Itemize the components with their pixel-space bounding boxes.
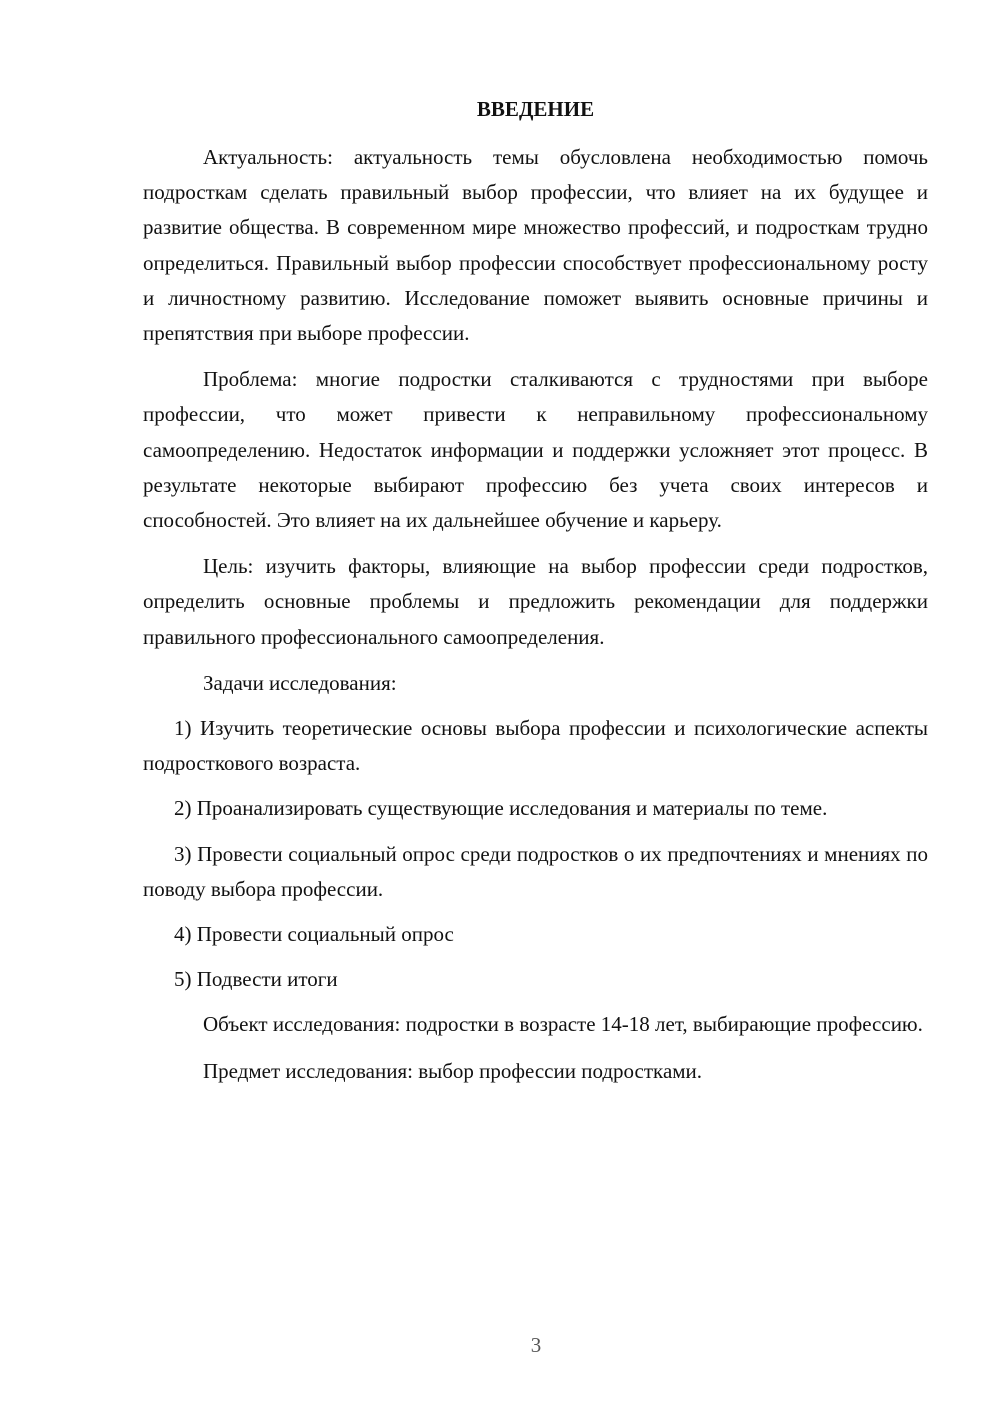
paragraph-relevance: Актуальность: актуальность темы обусловлена необходимостью помочь подросткам сделать правильный выбор профессии, что влияет на их будущее и развитие общества. В современном мире множество профессий, и подросткам трудно определиться. Правильный выбор профессии способствует профессиональному росту и личностному развитию. Исследование поможет выявить основные причины и препятствия при выборе профессии. <box>143 145 928 346</box>
paragraph-subject: Предмет исследования: выбор профессии подростками. <box>203 1058 703 1083</box>
paragraph-problem: Проблема: многие подростки сталкиваются с трудностями при выборе профессии, что может привести к неправильному профессиональному самоопределению. Недостаток информации и поддержки усложняет этот процесс. В результате некоторые выбирают профессию без учета своих интересов и способностей. Это влияет на их дальнейшее обучение и карьеру. <box>143 367 928 533</box>
task-item-2: 2) Проанализировать существующие исследования и материалы по теме. <box>174 796 828 821</box>
page-number: 3 <box>530 1333 542 1357</box>
section-title: ВВЕДЕНИЕ <box>476 97 595 121</box>
task-item-1: 1) Изучить теоретические основы выбора профессии и психологические аспекты подросткового возраста. <box>143 716 928 776</box>
task-item-5: 5) Подвести итоги <box>174 967 338 992</box>
task-item-4: 4) Провести социальный опрос <box>174 922 454 947</box>
document-page <box>143 92 928 1089</box>
paragraph-goal: Цель: изучить факторы, влияющие на выбор профессии среди подростков, определить основные проблемы и предложить рекомендации для поддержки правильного профессионального самоопределения. <box>143 554 928 649</box>
paragraph-object: Объект исследования: подростки в возрасте 14-18 лет, выбирающие профессию. <box>203 1012 923 1037</box>
task-item-3: 3) Провести социальный опрос среди подростков о их предпочтениях и мнениях по поводу выбора профессии. <box>143 841 928 901</box>
tasks-heading: Задачи исследования: <box>203 670 397 695</box>
